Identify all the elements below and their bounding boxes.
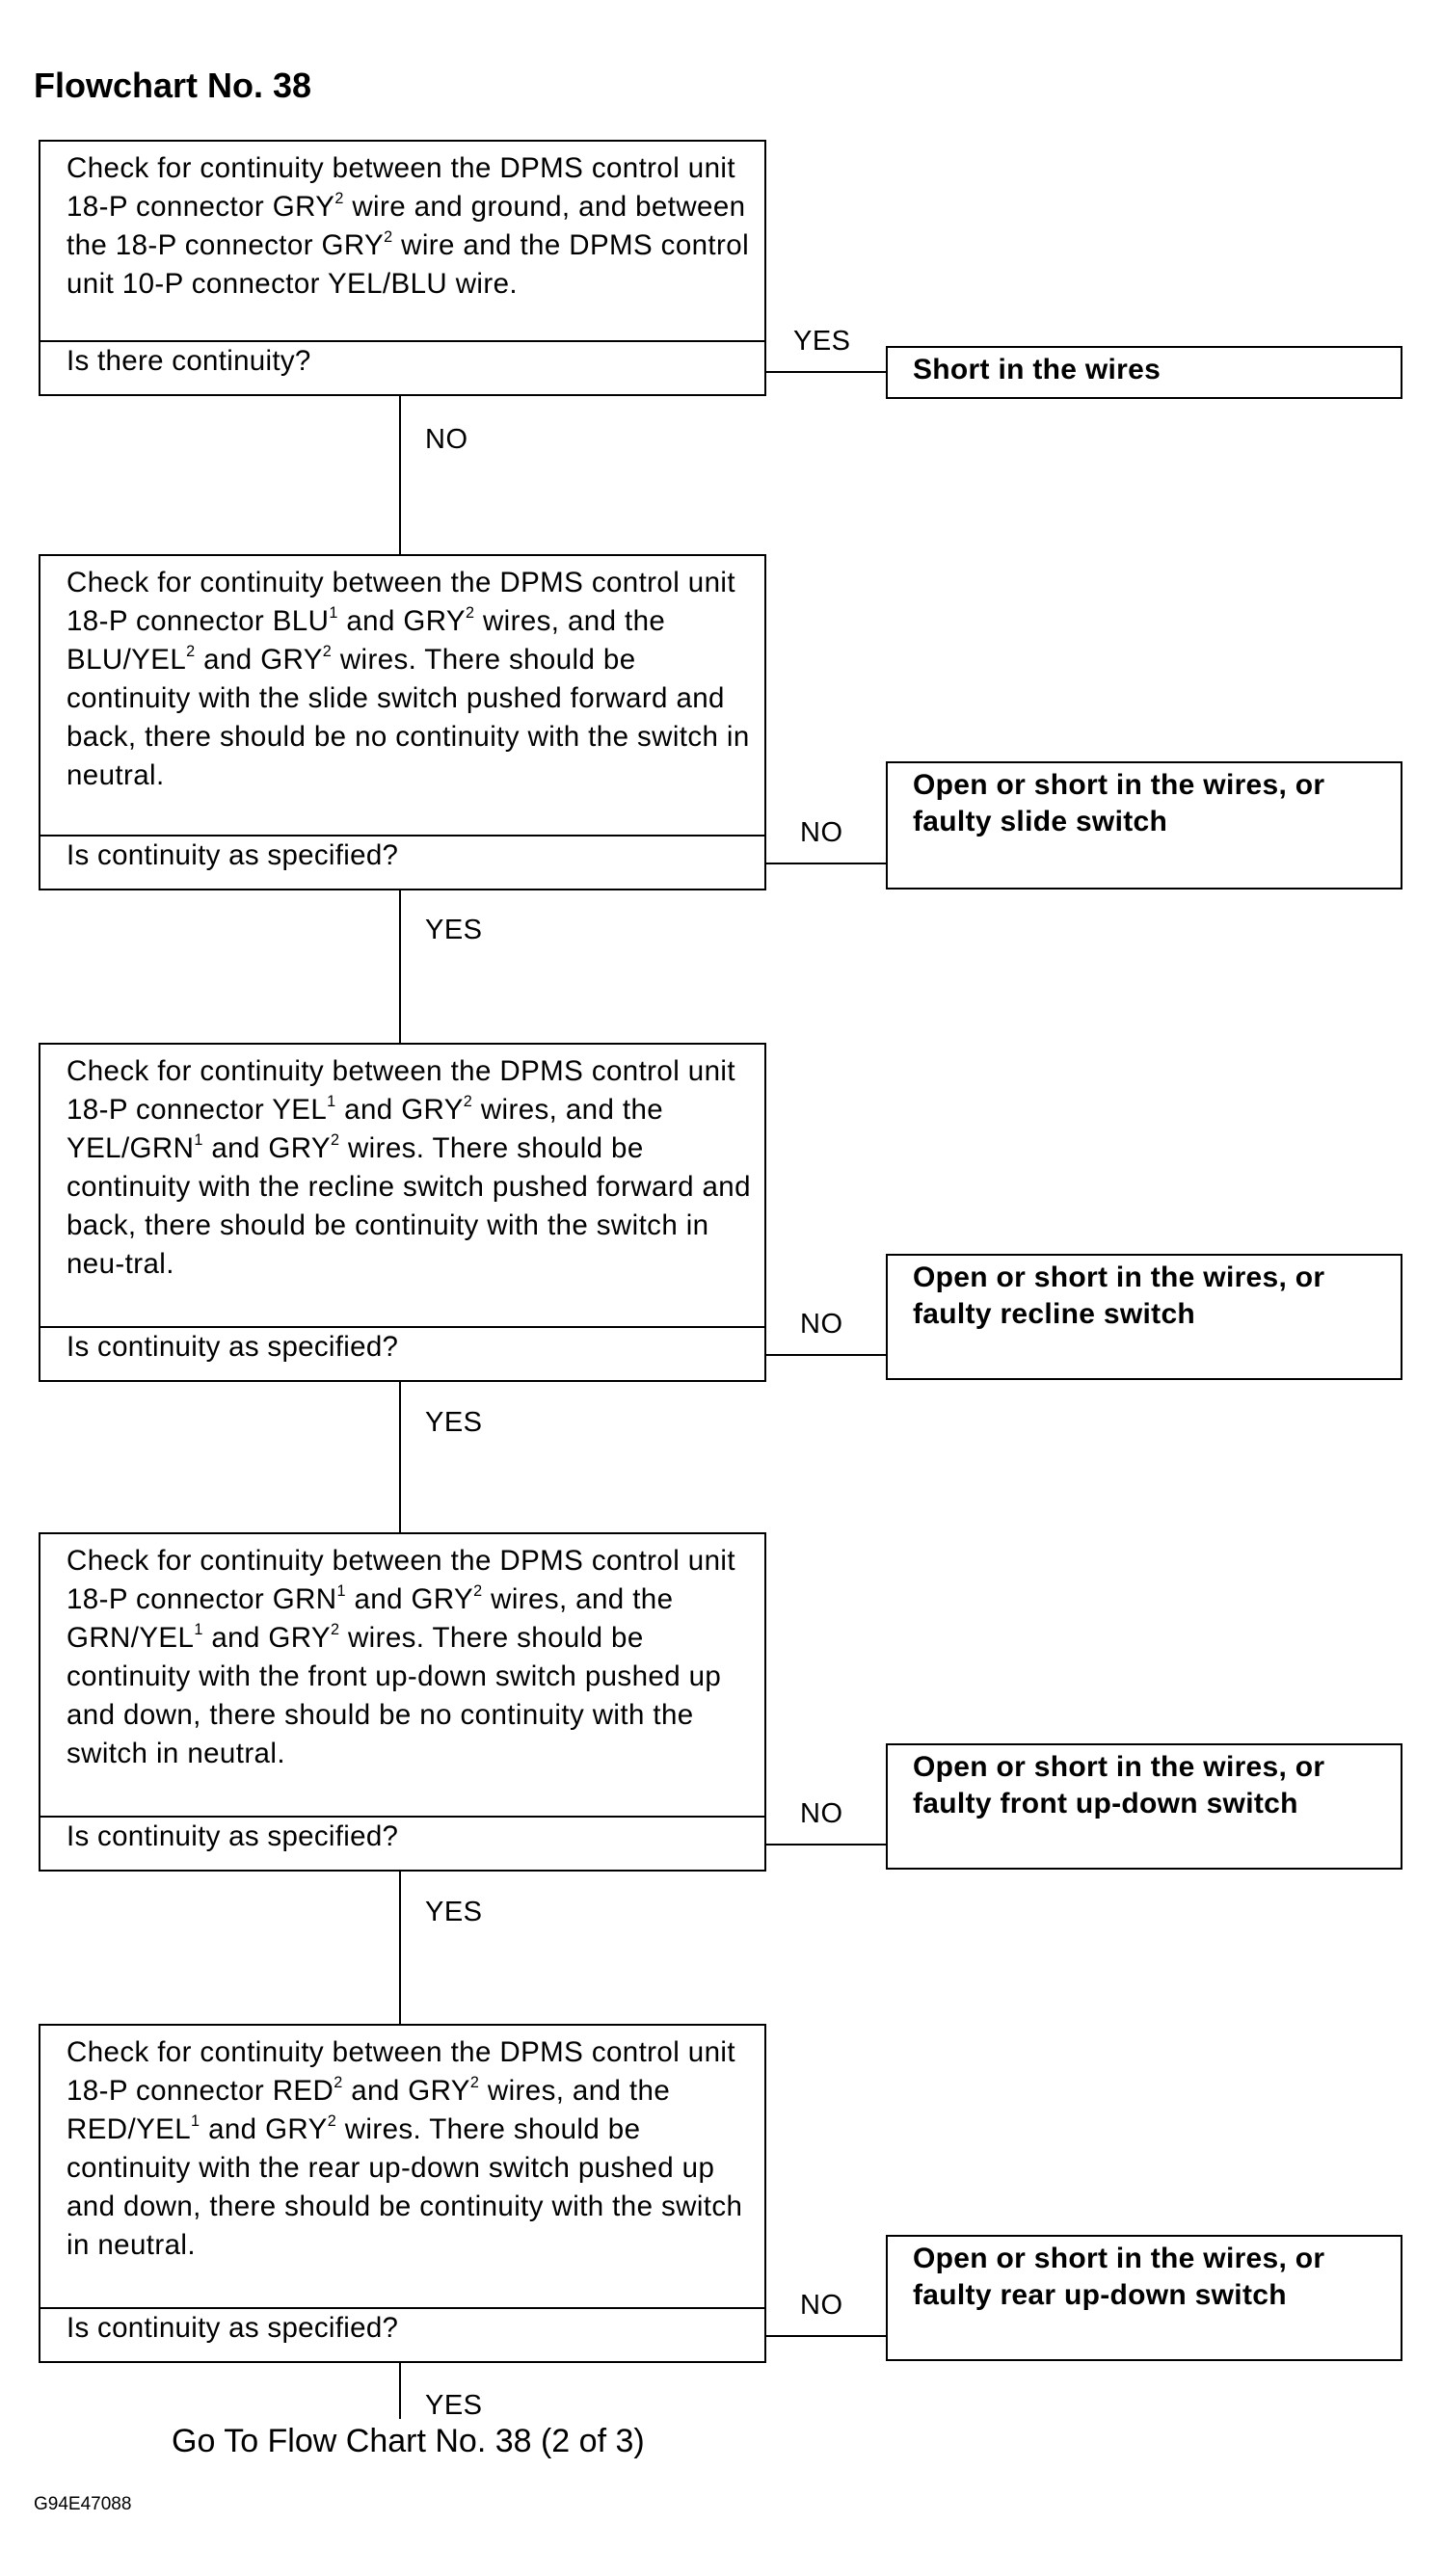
step-box-3 xyxy=(39,1043,766,1382)
flow-label: YES xyxy=(425,2390,483,2421)
step-box-2 xyxy=(39,554,766,890)
step-question: Is continuity as specified? xyxy=(40,835,764,875)
flow-connector xyxy=(399,889,401,1043)
branch-label: NO xyxy=(800,1309,843,1340)
result-box-3: Open or short in the wires, or faulty recline switch xyxy=(886,1254,1402,1380)
step-description: Check for continuity between the DPMS control unit 18-P connector GRY$^2$ wire and ground, and between the 18-P connector GRY$^2$ wire and the DPMS control unit 10-P connector YEL/BLU wire. xyxy=(67,152,750,300)
flow-connector xyxy=(399,1380,401,1532)
flow-label: NO xyxy=(425,424,468,455)
step-box-5 xyxy=(39,2024,766,2363)
branch-connector xyxy=(764,863,886,864)
result-box-4: Open or short in the wires, or faulty front up-down switch xyxy=(886,1743,1402,1870)
step-box-4 xyxy=(39,1532,766,1872)
step-description: Check for continuity between the DPMS control unit 18-P connector BLU$^1$ and GRY$^2$ wires, and the BLU/YEL$^2$ and GRY$^2$ wires. There should be continuity with the slide switch pushed forward and back, there should be no continuity with the switch in neutral. xyxy=(67,567,750,791)
step-question: Is continuity as specified? xyxy=(40,2307,764,2348)
step-question: Is continuity as specified? xyxy=(40,1816,764,1856)
result-box-5: Open or short in the wires, or faulty rear up-down switch xyxy=(886,2235,1402,2361)
branch-connector xyxy=(764,1844,886,1846)
branch-label: NO xyxy=(800,2290,843,2321)
flow-label: YES xyxy=(425,915,483,945)
branch-label: NO xyxy=(800,817,843,848)
step-description: Check for continuity between the DPMS control unit 18-P connector YEL$^1$ and GRY$^2$ wires, and the YEL/GRN$^1$ and GRY$^2$ wires. There should be continuity with the recline switch pushed forward and back, there should be continuity with the switch in neu-tral. xyxy=(67,1055,751,1280)
figure-id: G94E47088 xyxy=(34,2494,132,2514)
step-description: Check for continuity between the DPMS control unit 18-P connector GRN$^1$ and GRY$^2$ wires, and the GRN/YEL$^1$ and GRY$^2$ wires. There should be continuity with the front up-down switch pushed up and down, there should be no continuity with the switch in neutral. xyxy=(67,1545,735,1769)
branch-label: YES xyxy=(793,326,851,357)
branch-connector xyxy=(764,371,886,373)
step-description: Check for continuity between the DPMS control unit 18-P connector RED$^2$ and GRY$^2$ wires, and the RED/YEL$^1$ and GRY$^2$ wires. There should be continuity with the rear up-down switch pushed up and down, there should be continuity with the switch in neutral. xyxy=(67,2036,743,2261)
step-question: Is continuity as specified? xyxy=(40,1326,764,1367)
step-question: Is there continuity? xyxy=(40,340,764,381)
flow-label: YES xyxy=(425,1897,483,1927)
flow-label: YES xyxy=(425,1407,483,1438)
result-box-2: Open or short in the wires, or faulty slide switch xyxy=(886,761,1402,890)
flow-connector xyxy=(399,394,401,554)
flow-connector xyxy=(399,1870,401,2024)
flowchart-title: Flowchart No. 38 xyxy=(34,66,312,105)
goto-next-chart: Go To Flow Chart No. 38 (2 of 3) xyxy=(172,2423,645,2459)
branch-connector xyxy=(764,2335,886,2337)
flow-connector xyxy=(399,2361,401,2419)
branch-label: NO xyxy=(800,1798,843,1829)
result-box-1: Short in the wires xyxy=(886,346,1402,399)
step-box-1 xyxy=(39,140,766,396)
branch-connector xyxy=(764,1354,886,1356)
